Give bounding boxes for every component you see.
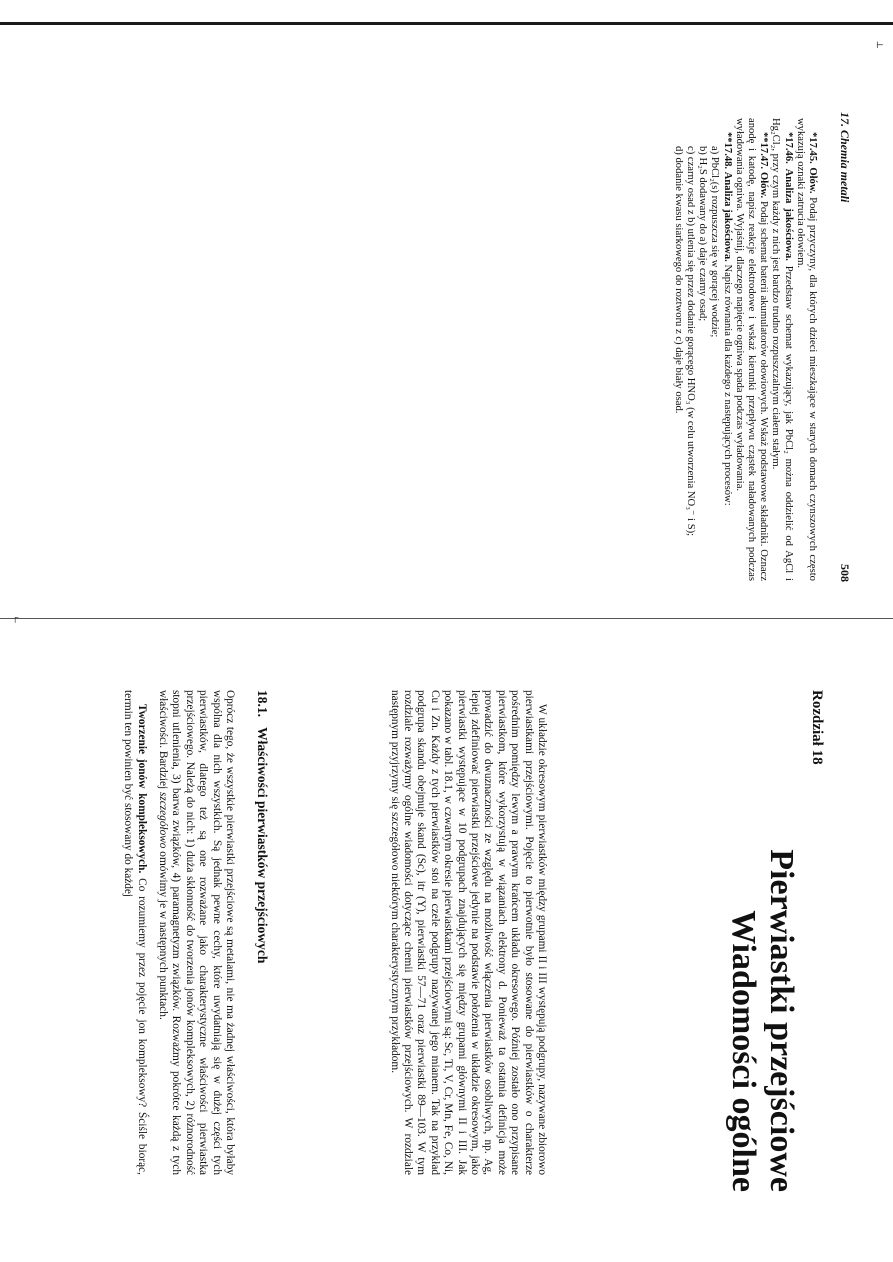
exercise-17-48-items (672, 118, 721, 581)
section-number: 18.1. (255, 690, 270, 717)
list-item: a) PbCl₂(s) rozpuszcza się w gorącej wodzie; (709, 146, 721, 338)
crop-mark: ┌ (12, 612, 19, 622)
section-body (121, 690, 236, 1175)
top-edge-rule (0, 22, 893, 25)
chapter-label-block (808, 690, 826, 890)
section-paragraph: Oprócz tego, że wszystkie pierwiastki przejściowe są metalami, nie ma żadnej właściwości, która byłaby wspólna dla nich wszystkich. Są jednak pewne cechy, które uwydatniają się w dużej części tych pierwiastków, dlatego też są one rozważane jako charakterystyczne właściwości pierwiastka przejściowego. Należą do nich: 1) duża skłonność do tworzenia jonów kompleksowych, 2) różnorodność stopni utlenienia, 3) barwa związków, 4) paramagnetyzm związków. Rozważmy pokrótce każdą z tych właściwości. Bardziej szczegółowo omówimy je w następnych punktach. (156, 690, 236, 1175)
exercise-17-45: *17.45. Ołów. Podaj przyczyny, dla których dzieci mieszkające w starych domach czynszowych często wykazują oznaki zatrucia ołowiem. (794, 118, 818, 581)
chapter-label: Rozdział 18 (809, 690, 825, 765)
page-number: 508 (838, 564, 852, 582)
list-item: d) dodanie kwasu siarkowego do roztworu z c) daje biały osad. (672, 146, 684, 414)
running-head: 17. Chemia metali (838, 112, 852, 203)
exercise-17-46: *17.46. Analiza jakościowa. Przedstaw schemat wykazujący, jak PbCl₂ można oddzielić od AgCl i Hg₂Cl₂, przy czym każdy z nich jest bardzo trudno rozpuszczalnym ciałem stałym. (770, 118, 794, 581)
exercise-17-48: **17.48. Analiza jakościowa. Napisz równania dla każdego z następujących procesów: (721, 132, 733, 506)
subsection-title: Tworzenie jonów kompleksowych. (135, 704, 148, 874)
page-divider-line (0, 618, 893, 619)
section-title: Właściwości pierwiastków przejściowych (255, 727, 270, 964)
section-heading (254, 690, 270, 1175)
chapter-title-line-1: Pierwiastki przejściowe (763, 849, 800, 1192)
list-item: c) czarny osad z b) utlenia się przez dodanie gorącego HNO₃ (w celu utworzenia NO₃⁻ i S); (684, 146, 696, 537)
crop-mark: ⊢ (876, 40, 884, 50)
exercise-17-47: **17.47. Ołów. Podaj schemat baterii akumulatorów ołowiowych. Wskaż podstawowe składniki. Oznacz anodę i katodę, napisz reakcje elektrodowe i wskaż kierunki przepływu cząstek naładowanych podczas wyładowania ogniwa. Wyjaśnij, dlaczego napięcie ogniwa spada podczas wyładowania. (733, 118, 770, 581)
subsection-paragraph: Tworzenie jonów kompleksowych. Co rozumiemy przez pojęcie jon kompleksowy? Ściśle biorąc, termin ten powinien być stosowany do każdej (122, 690, 148, 1175)
top-page-header (837, 112, 852, 582)
intro-paragraph-block (387, 690, 548, 1175)
intro-paragraph: W układzie okresowym pierwiastków między grupami II i III występują podgrupy, nazywane zbiorowo pierwiastkami przejściowymi. Pojęcie to pierwotnie było stosowane do pierwiastków o charakterze pośrednim pomiędzy lewym a prawym krańcem układu okresowego. Później zostało ono przypisane pierwiastkom, które wykorzystują w wiązaniach elektrony d. Ponieważ ta ostatnia definicja może prowadzić do dwuznaczności ze względu na możliwość włączenia pierwiastków osobliwych, np. Ag, lepiej zdefiniować pierwiastki przejściowe jedynie na podstawie położenia w układzie okresowym, jako pierwiastki występujące w 10 podgrupach znajdujących się między grupami głównymi II i III. Jak pokazano w tabl. 18.1, w czwartym okresie pierwiastkami przejściowymi są: Sc, Ti, V, Cr, Mn, Fe, Co, Ni, Cu i Zn. Każdy z tych pierwiastków stoi na czele podgrupy nazywanej jego mianem. Tak na przykład podgrupa skandu obejmuje skand (Sc), itr (Y), pierwiastki 57—71 oraz pierwiastki 89—103. W tym rozdziale rozważymy ogólne wiadomości dotyczące chemii pierwiastków przejściowych. W rozdziale następnym przyjrzymy się szczegółowo niektórym charakterystycznym przykładom. (388, 690, 548, 1175)
chapter-title (724, 752, 800, 1192)
top-page-exercises (672, 118, 818, 581)
list-item: b) H₂S dodawany do a) daje czarny osad; (697, 146, 709, 322)
chapter-title-line-2: Wiadomości ogólne (725, 910, 762, 1192)
